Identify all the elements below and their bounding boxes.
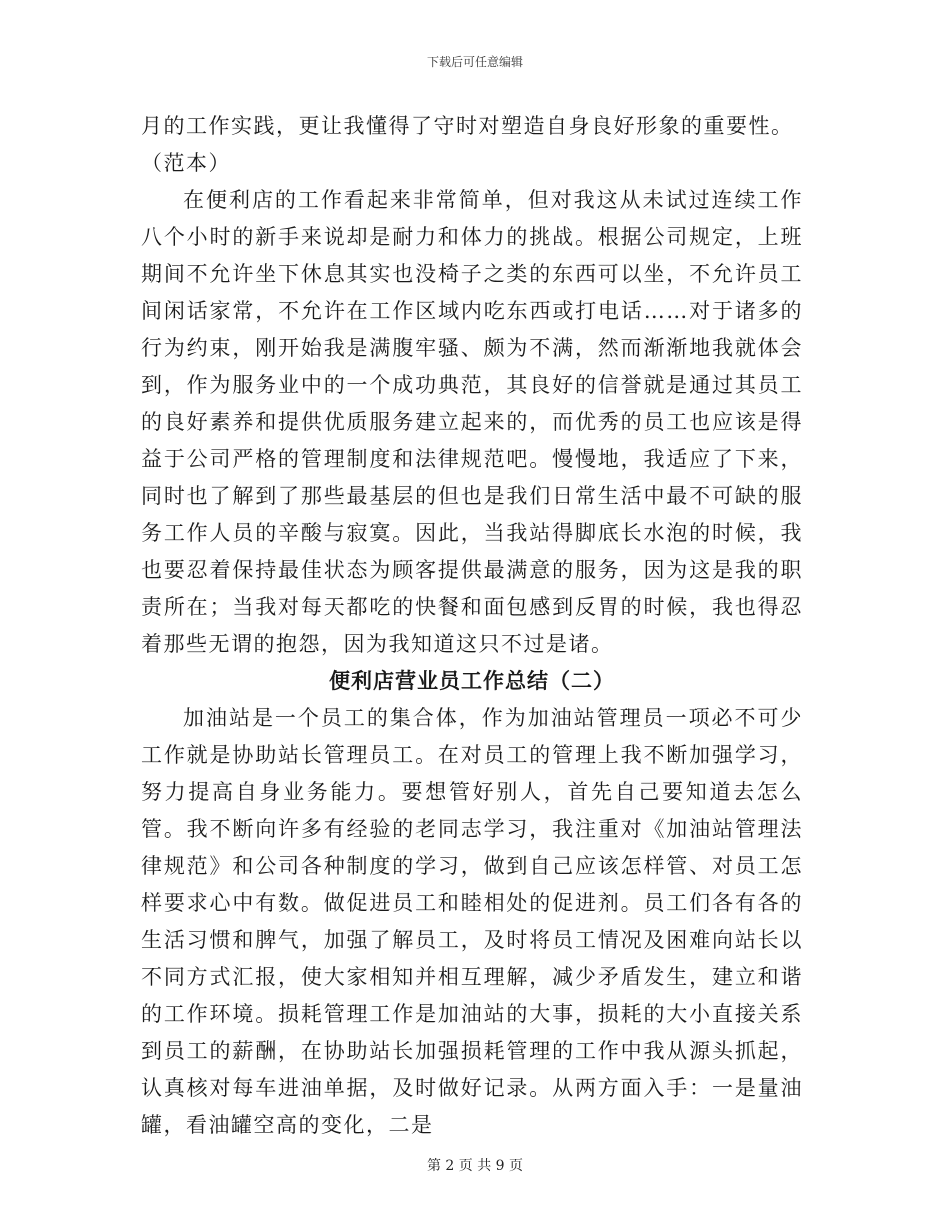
page-header: 下载后可任意编辑	[426, 55, 523, 69]
paragraph-convenience-store: 在便利店的工作看起来非常简单，但对我这从未试过连续工作八个小时的新手来说却是耐力和体力的挑战。根据公司规定，上班期间不允许坐下休息其实也没椅子之类的东西可以坐，不允许员工间闲话家常，不允许在工作区域内吃东西或打电话……对于诸多的行为约束，刚开始我是满腹牢骚、颇为不满，然而渐渐地我就体会到，作为服务业中的一个成功典范，其良好的信誉就是通过其员工的良好素养和提供优质服务建立起来的，而优秀的员工也应该是得益于公司严格的管理制度和法律规范吧。慢慢地，我适应了下来，同时也了解到了那些最基层的但也是我们日常生活中最不可缺的服务工作人员的辛酸与寂寞。因此，当我站得脚底长水泡的时候，我也要忍着保持最佳状态为顾客提供最满意的服务，因为这是我的职责所在；当我对每天都吃的快餐和面包感到反胃的时候，我也得忍着那些无谓的抱怨，因为我知道这只不过是诸。	[141, 188, 803, 656]
document-body	[141, 108, 803, 1144]
page-footer: 第 2 页 共 9 页	[426, 1158, 524, 1174]
paragraph-continuation: 月的工作实践，更让我懂得了守时对塑造自身良好形象的重要性。	[141, 114, 794, 138]
paragraph-sample-label: （范本）	[141, 151, 231, 175]
section-title: 便利店营业员工作总结（二）	[329, 669, 615, 693]
paragraph-gas-station: 加油站是一个员工的集合体，作为加油站管理员一项必不可少工作就是协助站长管理员工。在对员工的管理上我不断加强学习，努力提高自身业务能力。要想管好别人，首先自己要知道去怎么管。我不断向许多有经验的老同志学习，我注重对《加油站管理法律规范》和公司各种制度的学习，做到自己应该怎样管、对员工怎样要求心中有数。做促进员工和睦相处的促进剂。员工们各有各的生活习惯和脾气，加强了解员工，及时将员工情况及困难向站长以不同方式汇报，使大家相知并相互理解，减少矛盾发生，建立和谐的工作环境。损耗管理工作是加油站的大事，损耗的大小直接关系到员工的薪酬，在协助站长加强损耗管理的工作中我从源头抓起，认真核对每车进油单据，及时做好记录。从两方面入手：一是量油罐，看油罐空高的变化，二是	[141, 706, 803, 1137]
